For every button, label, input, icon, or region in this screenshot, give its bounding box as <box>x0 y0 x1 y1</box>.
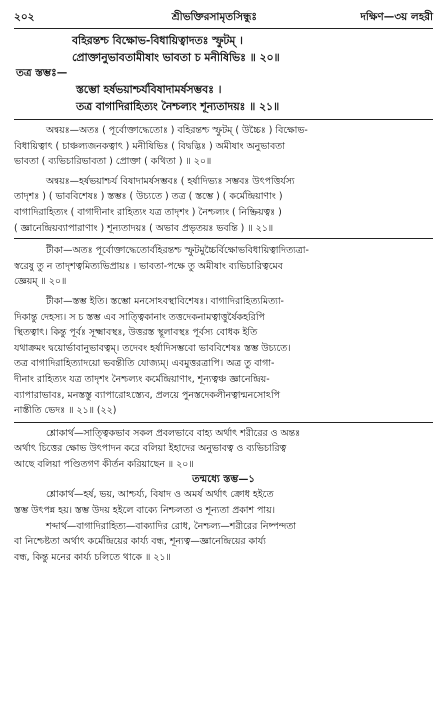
header-rule <box>14 28 433 29</box>
text-line: বা নিশ্চেষ্টতা অর্থাৎ কর্মেন্দ্রিয়ের কার্য্য বন্ধ, শূন্যত্ব—জ্ঞানেন্দ্রিয়ের কার্য্য <box>14 536 266 548</box>
text-line: শ্লোকার্থ—সাত্ত্বিকভাব সকল প্রবলভাবে বাহ্য অর্থাৎ শরীরের ও অন্তঃ <box>46 427 301 439</box>
text-line: স্থিতত্বাৎ। কিন্তু পূর্বঃ সূক্ষ্মাবস্থঃ, উত্তরস্ত স্থূলাবস্থঃ পূর্বস্য বোধক ইতি <box>14 327 258 339</box>
anvaya-para-21-cont <box>14 189 433 236</box>
text-line: টীকা—অতঃ পূর্বোক্তাদ্ধেতোর্বহিরন্তশ্চ স্ফুটমুচ্চৈর্বিক্ষোভবিধায়িত্বাদিত্যত্রা- <box>46 245 309 257</box>
tika-para-20-cont <box>14 259 433 290</box>
text-line: অন্বয়ঃ—অতঃ ( পূর্বোক্তাদ্ধেতোঃ ) বহিরন্তশ্চ স্ফুটম্‌ ( উচ্চৈঃ ) বিক্ষোভ- <box>46 125 308 136</box>
book-title: শ্রীভক্তিরসামৃতসিন্ধুঃ <box>171 11 258 23</box>
text-line: আছে বলিয়া পণ্ডিতগণ কীর্তন করিয়াছেন ॥ ২০॥ <box>14 458 194 470</box>
verse-line: তত্র বাগাদিরাহিত্যং নৈশ্চল্যং শূন্যতাদয়ঃ ॥ ২১॥ <box>76 100 280 113</box>
anvaya-para-20-cont <box>14 139 433 170</box>
shabdartha-para-cont <box>14 534 433 565</box>
text-line: ব্যাপারাভাবঃ, মনস্তস্তু ব্যাপারোঽস্ত্যেব, প্রলয়ে পুনস্তদেকলীনত্বান্মনসোঽপি <box>14 389 281 401</box>
text-line: দিকান্তু দেহস্য। স চ স্তম্ভ এব সাত্ত্বিকানাং তত্তদেকনামত্বাত্তুর্ষৈকহরিপি <box>14 311 265 323</box>
tika-para-21-cont <box>14 310 433 419</box>
anvaya-para-21 <box>14 174 433 190</box>
verse-line: বহিরন্তশ্চ বিক্ষোভ-বিধায়িত্বাদতঃ স্ফুটম্‌ । <box>72 34 243 47</box>
text-line: দীনাং রাহিত্যং যত্র তাদৃশং নৈশ্চল্যং কর্মেন্দ্রিয়াণাং, শূন্যত্বঞ্চ জ্ঞানেন্দ্রিয়- <box>14 373 270 385</box>
shlokartha-para-20 <box>14 426 433 442</box>
text-line: তত্র বাগাদিরাহিত্যাদয়ো ভবন্তীতি যোজ্যম্‌। এবমুত্তরত্রাপি। অত্র তু বাগা- <box>14 358 275 370</box>
section-rule <box>14 422 433 423</box>
text-line: তাদৃশঃ ) ( ভাববিশেষঃ ) স্তম্ভঃ ( উচ্যতে ) তত্র ( স্তম্ভে ) ( কর্মেন্দ্রিয়াণাং ) <box>14 191 283 203</box>
anvaya-box <box>14 119 433 239</box>
shlokartha-para-20-cont <box>14 441 433 472</box>
section-title: দক্ষিণ—৩য় লহরী <box>360 11 433 23</box>
text-line: শ্লোকার্থ—হর্ষ, ভয়, আশ্চর্য্য, বিষাদ ও অমর্ষ অর্থাৎ ক্রোধ হইতে <box>46 489 274 501</box>
verse-block <box>14 32 433 115</box>
page-number: ২০২ <box>14 11 35 23</box>
tatra-label: তত্র স্তম্ভঃ— <box>16 67 68 79</box>
page-header <box>14 10 433 26</box>
shabdartha-para <box>14 519 433 535</box>
text-line: অন্বয়ঃ—হর্ষভয়াশ্চর্য বিষাদামর্ষসম্ভবঃ ( হর্ষাদিভ্যঃ সম্ভবঃ উৎপত্তির্যস্য <box>46 175 295 187</box>
text-line: বন্ধ, কিন্তু মনের কার্য্য চলিতে থাকে ॥ ২১॥ <box>14 551 171 563</box>
text-line: বিধায়িত্বাৎ ( চাঞ্চল্যজনকত্বাৎ ) মনীষিভিঃ ( বিদ্বদ্ভিঃ ) অমীষাং অনুভাবতা <box>14 140 285 152</box>
shlokartha-para-21-cont <box>14 503 433 519</box>
text-line: নাস্তীতি ভেদঃ ॥ ২১॥ (২২) <box>14 405 117 417</box>
anvaya-para-20 <box>14 123 433 139</box>
subheading: তন্মধ্যে স্তম্ভ—১ <box>192 474 255 486</box>
tika-para-20 <box>14 243 433 259</box>
text-line: শব্দার্থ—বাগাদিরাহিত্য—বাক্যাদির রোধ, নৈশ্চল্য—শরীরের নিষ্পন্দতা <box>46 520 296 532</box>
verse-line: স্তম্ভো হর্ষভয়াশ্চর্যবিষাদামর্ষসম্ভবঃ । <box>76 83 222 96</box>
text-line: স্তম্ভ উৎপন্ন হয়। স্তম্ভ উদয় হইলে বাক্যে নিশ্চলতা ও শূন্যতা প্রকাশ পায়। <box>14 505 275 517</box>
text-line: টীকা—স্তম্ভ ইতি। স্তম্ভো মনসোঽবস্থাবিশেষঃ। বাগাদিরাহিত্যমিত্যা- <box>46 295 284 307</box>
text-line: বাগাদিরাহিত্যং ( বাগাদীনাং রাহিত্যং যত্র তাদৃশং ) নৈশ্চল্যং ( নিষ্ক্রিয়ত্বঃ ) <box>14 206 282 218</box>
text-line: জ্ঞেয়ম্‌ ॥ ২০॥ <box>14 276 67 288</box>
text-line: যথাক্রমং দ্বয়োর্ভাবানুভাবত্বম্‌। তদেবং হর্ষাদিসম্ভবো ভাববিশেষঃ স্তম্ভ উচ্যতে। <box>14 342 291 354</box>
tika-para-21 <box>14 294 433 310</box>
text-line: ভাবতা ( ব্যভিচারিভাবতা ) প্রোক্তা ( কথিতা ) ॥ ২০॥ <box>14 156 212 168</box>
shlokartha-para-21 <box>14 487 433 503</box>
text-line: অর্থাৎ চিত্তের ক্ষোভ উৎপাদন করে বলিয়া ইহাদের অনুভাবত্ব ও ব্যভিচারিত্ব <box>14 443 287 455</box>
text-line: স্বরেষু তু ন তাদৃশত্বমিত্যভিপ্রায়ঃ । ভাবতা-পক্ষে তু অমীষাং ব্যভিচারিত্বমেব <box>14 260 283 272</box>
text-line: ( জ্ঞানেন্দ্রিয়ব্যাপারাণাং ) শূন্যতাদয়ঃ ( অভাব প্রভৃতয়ঃ ভবন্তি ) ॥ ২১॥ <box>14 222 274 234</box>
verse-line: প্রোক্তানুভাবতামীষাং ভাবতা চ মনীষিভিঃ ॥ ২০॥ <box>72 51 280 64</box>
